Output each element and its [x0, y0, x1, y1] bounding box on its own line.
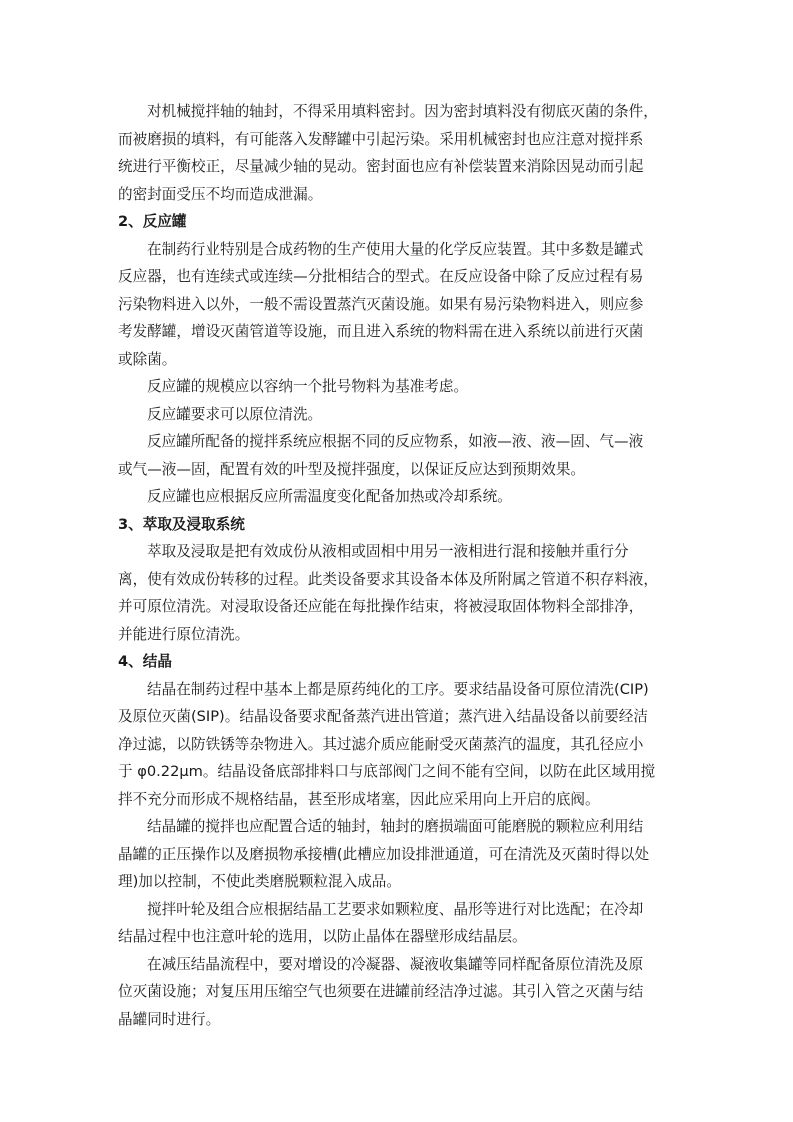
crystallization-paragraph-1: 结晶在制药过程中基本上都是原药纯化的工序。要求结晶设备可原位清洗(CIP) 及原位灭菌(SIP)。结晶设备要求配备蒸汽进出管道；蒸汽进入结晶设备以前要经洁 净过滤，以防铁锈等杂物进入。其过滤介质应能耐受灭菌蒸汽的温度，其孔径应小 于 φ0.22μm。结晶设备底部排料口与底部阀门之间不能有空间，以防在此区域用搅 拌不充分而形成不规格结晶，甚至形成堵塞，因此应采用向上开启的底阀。: [118, 680, 656, 808]
section-heading-extraction: 3、萃取及浸取系统: [118, 515, 245, 533]
crystallization-paragraph-4: 在减压结晶流程中，要对增设的冷凝器、凝液收集罐等同样配备原位清洗及原 位灭菌设施；对复压用压缩空气也须要在进罐前经洁净过滤。其引入管之灭菌与结 晶罐同时进行。: [118, 955, 644, 1028]
reaction-tank-paragraph-4: 反应罐所配备的搅拌系统应根据不同的反应物系，如液—液、液—固、气—液 或气—液—固，配置有效的叶型及搅拌强度，以保证反应达到预期效果。: [118, 433, 644, 478]
section-heading-crystallization: 4、结晶: [118, 653, 172, 670]
reaction-tank-paragraph-2: 反应罐的规模应以容纳一个批号物料为基准考虑。: [147, 378, 469, 395]
crystallization-paragraph-3: 搅拌叶轮及组合应根据结晶工艺要求如颗粒度、晶形等进行对比选配；在冷却 结晶过程中也注意叶轮的选用，以防止晶体在器壁形成结晶层。: [118, 900, 644, 945]
reaction-tank-paragraph-3: 反应罐要求可以原位清洗。: [147, 405, 323, 423]
crystallization-paragraph-2: 结晶罐的搅拌也应配置合适的轴封，轴封的磨损端面可能磨脱的颗粒应利用结 晶罐的正压操作以及磨损物承接槽(此槽应加设排泄通道，可在清洗及灭菌时得以处 理)加以控制，不使此类磨脱颗粒混入成品。: [118, 818, 650, 890]
section-heading-reaction-tank: 2、反应罐: [118, 213, 187, 230]
document-page: [118, 98, 674, 1033]
extraction-paragraph-1: 萃取及浸取是把有效成份从液相或固相中用另一液相进行混和接触并重行分 离，使有效成份转移的过程。此类设备要求其设备本体及所附属之管道不积存料液， 并可原位清洗。对浸取设备还应能在每批操作结束，将被浸取固体物料全部排净， 并能进行原位清洗。: [118, 543, 658, 643]
reaction-tank-paragraph-1: 在制药行业特别是合成药物的生产使用大量的化学反应装置。其中多数是罐式 反应器，也有连续式或连续—分批相结合的型式。在反应设备中除了反应过程有易 污染物料进入以外，一般不需设置蒸汽灭菌设施。如果有易污染物料进入，则应参 考发酵罐，增设灭菌管道等设施，而且进入系统的物料需在进入系统以前进行灭菌 或除菌。: [118, 240, 644, 368]
intro-paragraph: 对机械搅拌轴的轴封，不得采用填料密封。因为密封填料没有彻底灭菌的条件， 而被磨损的填料，有可能落入发酵罐中引起污染。采用机械密封也应注意对搅拌系 统进行平衡校正，尽量减少轴的晃动。密封面也应有补偿装置来消除因晃动而引起 的密封面受压不均而造成泄漏。: [118, 103, 658, 203]
reaction-tank-paragraph-5: 反应罐也应根据反应所需温度变化配备加热或冷却系统。: [147, 488, 512, 505]
